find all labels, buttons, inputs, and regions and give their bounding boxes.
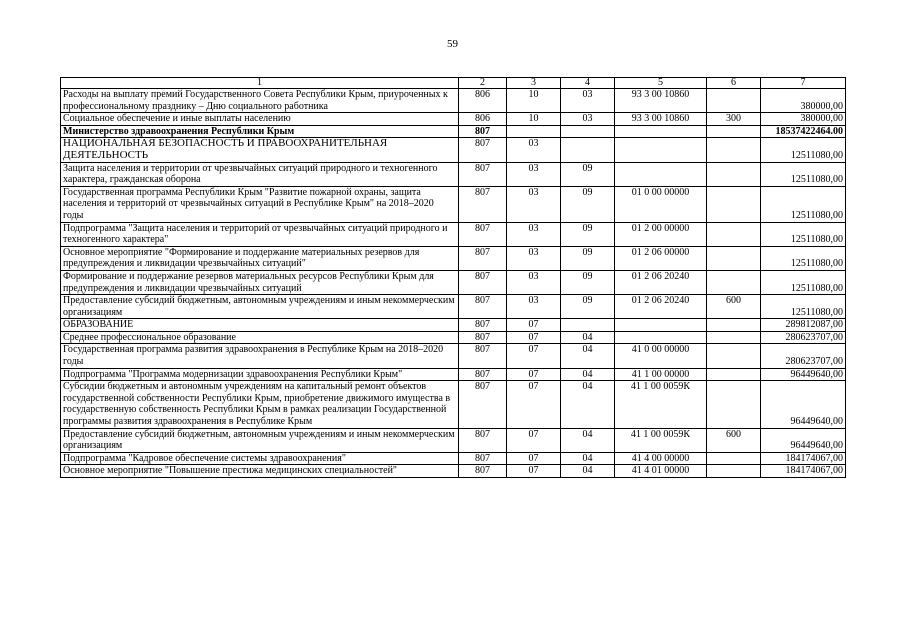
ministry-code-cell: 806: [459, 113, 507, 126]
section-code-cell: 07: [507, 368, 561, 381]
item-name-cell: Министерство здравоохранения Республики Крым: [61, 125, 459, 138]
ministry-code-cell: 807: [459, 428, 507, 452]
amount-cell: 12511080,00: [761, 270, 846, 294]
item-name-cell: Предоставление субсидий бюджетным, автономным учреждениям и иным некоммерческим организациям: [61, 295, 459, 319]
section-code-cell: 07: [507, 319, 561, 332]
table-row: [61, 368, 846, 381]
ministry-code-cell: 807: [459, 331, 507, 344]
table-row: [61, 270, 846, 294]
expense-type-cell: [707, 344, 761, 368]
section-code-cell: 03: [507, 295, 561, 319]
amount-cell: 12511080,00: [761, 295, 846, 319]
subsection-code-cell: 04: [561, 344, 615, 368]
section-code-cell: 07: [507, 344, 561, 368]
expense-type-cell: [707, 465, 761, 478]
item-name-cell: Социальное обеспечение и иные выплаты населению: [61, 113, 459, 126]
subsection-code-cell: 04: [561, 331, 615, 344]
expense-type-cell: [707, 368, 761, 381]
table-row: [61, 89, 846, 113]
subsection-code-cell: 04: [561, 465, 615, 478]
header-cell: 3: [507, 78, 561, 89]
ministry-code-cell: 807: [459, 246, 507, 270]
amount-cell: 12511080,00: [761, 162, 846, 186]
ministry-code-cell: 807: [459, 295, 507, 319]
header-cell: 6: [707, 78, 761, 89]
subsection-code-cell: 04: [561, 452, 615, 465]
item-name-cell: Государственная программа развития здравоохранения в Республике Крым на 2018–2020 годы: [61, 344, 459, 368]
target-article-cell: 01 2 06 20240: [615, 295, 707, 319]
expense-type-cell: [707, 246, 761, 270]
subsection-code-cell: 04: [561, 428, 615, 452]
subsection-code-cell: 09: [561, 222, 615, 246]
table-row: [61, 222, 846, 246]
amount-cell: 96449640,00: [761, 368, 846, 381]
amount-cell: 380000,00: [761, 89, 846, 113]
table-row: [61, 465, 846, 478]
target-article-cell: 01 2 00 00000: [615, 222, 707, 246]
expense-type-cell: [707, 222, 761, 246]
section-code-cell: 07: [507, 428, 561, 452]
table-row: [61, 344, 846, 368]
section-code-cell: 03: [507, 222, 561, 246]
subsection-code-cell: 03: [561, 89, 615, 113]
ministry-code-cell: 807: [459, 319, 507, 332]
section-code-cell: 07: [507, 465, 561, 478]
expense-type-cell: 600: [707, 428, 761, 452]
item-name-cell: ОБРАЗОВАНИЕ: [61, 319, 459, 332]
ministry-code-cell: 807: [459, 222, 507, 246]
target-article-cell: 41 0 00 00000: [615, 344, 707, 368]
amount-cell: 96449640,00: [761, 428, 846, 452]
subsection-code-cell: 09: [561, 186, 615, 222]
subsection-code-cell: 09: [561, 246, 615, 270]
amount-cell: 280623707,00: [761, 331, 846, 344]
target-article-cell: [615, 319, 707, 332]
item-name-cell: Основное мероприятие "Формирование и поддержание материальных резервов для предупреждения и ликвидации чрезвычайных ситуаций": [61, 246, 459, 270]
header-cell: 1: [61, 78, 459, 89]
item-name-cell: Среднее профессиональное образование: [61, 331, 459, 344]
section-code-cell: 07: [507, 381, 561, 428]
expense-type-cell: [707, 186, 761, 222]
item-name-cell: Государственная программа Республики Крым "Развитие пожарной охраны, защита населения и территорий от чрезвычайных ситуаций в Республике Крым" на 2018–2020 годы: [61, 186, 459, 222]
ministry-code-cell: 807: [459, 162, 507, 186]
item-name-cell: Предоставление субсидий бюджетным, автономным учреждениям и иным некоммерческим организациям: [61, 428, 459, 452]
table-row: [61, 113, 846, 126]
section-code-cell: [507, 125, 561, 138]
target-article-cell: 01 2 06 00000: [615, 246, 707, 270]
amount-cell: 289812087,00: [761, 319, 846, 332]
subsection-code-cell: 04: [561, 368, 615, 381]
header-cell: 5: [615, 78, 707, 89]
ministry-code-cell: 807: [459, 452, 507, 465]
amount-cell: 18537422464.00: [761, 125, 846, 138]
section-code-cell: 03: [507, 138, 561, 162]
expense-type-cell: [707, 270, 761, 294]
subsection-code-cell: 09: [561, 162, 615, 186]
item-name-cell: Защита населения и территории от чрезвычайных ситуаций природного и техногенного характера, гражданская оборона: [61, 162, 459, 186]
expense-type-cell: 600: [707, 295, 761, 319]
header-cell: 4: [561, 78, 615, 89]
item-name-cell: Подпрограмма "Кадровое обеспечение системы здравоохранения": [61, 452, 459, 465]
expense-type-cell: [707, 381, 761, 428]
amount-cell: 280623707,00: [761, 344, 846, 368]
ministry-code-cell: 807: [459, 344, 507, 368]
target-article-cell: 41 1 00 0059К: [615, 428, 707, 452]
expense-type-cell: [707, 319, 761, 332]
amount-cell: 12511080,00: [761, 186, 846, 222]
amount-cell: 184174067,00: [761, 465, 846, 478]
ministry-code-cell: 807: [459, 465, 507, 478]
item-name-cell: Формирование и поддержание резервов материальных ресурсов Республики Крым для предупреждения и ликвидации чрезвычайных ситуаций: [61, 270, 459, 294]
subsection-code-cell: [561, 319, 615, 332]
ministry-code-cell: 806: [459, 89, 507, 113]
target-article-cell: [615, 331, 707, 344]
expense-type-cell: [707, 138, 761, 162]
table-row: [61, 162, 846, 186]
section-code-cell: 07: [507, 331, 561, 344]
ministry-code-cell: 807: [459, 368, 507, 381]
target-article-cell: 01 0 00 00000: [615, 186, 707, 222]
amount-cell: 380000,00: [761, 113, 846, 126]
table-row: [61, 428, 846, 452]
header-cell: 2: [459, 78, 507, 89]
ministry-code-cell: 807: [459, 270, 507, 294]
expense-type-cell: 300: [707, 113, 761, 126]
table-row: [61, 295, 846, 319]
section-code-cell: 03: [507, 270, 561, 294]
ministry-code-cell: 807: [459, 186, 507, 222]
section-code-cell: 03: [507, 186, 561, 222]
expense-type-cell: [707, 331, 761, 344]
item-name-cell: Подпрограмма "Программа модернизации здравоохранения Республики Крым": [61, 368, 459, 381]
amount-cell: 184174067,00: [761, 452, 846, 465]
expense-type-cell: [707, 89, 761, 113]
table-row: [61, 125, 846, 138]
item-name-cell: НАЦИОНАЛЬНАЯ БЕЗОПАСНОСТЬ И ПРАВООХРАНИТЕЛЬНАЯ ДЕЯТЕЛЬНОСТЬ: [61, 138, 459, 162]
expense-type-cell: [707, 452, 761, 465]
subsection-code-cell: 09: [561, 295, 615, 319]
target-article-cell: 41 1 00 00000: [615, 368, 707, 381]
amount-cell: 12511080,00: [761, 222, 846, 246]
subsection-code-cell: [561, 125, 615, 138]
item-name-cell: Расходы на выплату премий Государственного Совета Республики Крым, приуроченных к профессиональному празднику – Дню социального работника: [61, 89, 459, 113]
table-row: [61, 246, 846, 270]
table-row: [61, 186, 846, 222]
table-row: [61, 452, 846, 465]
expense-type-cell: [707, 162, 761, 186]
table-row: [61, 138, 846, 162]
target-article-cell: 93 3 00 10860: [615, 113, 707, 126]
table-row: [61, 381, 846, 428]
target-article-cell: [615, 162, 707, 186]
target-article-cell: 01 2 06 20240: [615, 270, 707, 294]
section-code-cell: 03: [507, 162, 561, 186]
amount-cell: 12511080,00: [761, 138, 846, 162]
subsection-code-cell: 04: [561, 381, 615, 428]
target-article-cell: 41 4 00 00000: [615, 452, 707, 465]
target-article-cell: 41 4 01 00000: [615, 465, 707, 478]
section-code-cell: 03: [507, 246, 561, 270]
amount-cell: 96449640,00: [761, 381, 846, 428]
amount-cell: 12511080,00: [761, 246, 846, 270]
expense-type-cell: [707, 125, 761, 138]
ministry-code-cell: 807: [459, 125, 507, 138]
target-article-cell: 41 1 00 0059К: [615, 381, 707, 428]
section-code-cell: 10: [507, 113, 561, 126]
section-code-cell: 07: [507, 452, 561, 465]
subsection-code-cell: [561, 138, 615, 162]
page-number: 59: [447, 38, 458, 50]
subsection-code-cell: 09: [561, 270, 615, 294]
table-header-row: [61, 78, 846, 89]
table-row: [61, 331, 846, 344]
item-name-cell: Подпрограмма "Защита населения и территорий от чрезвычайных ситуаций природного и техногенного характера": [61, 222, 459, 246]
target-article-cell: [615, 125, 707, 138]
subsection-code-cell: 03: [561, 113, 615, 126]
target-article-cell: 93 3 00 10860: [615, 89, 707, 113]
item-name-cell: Основное мероприятие "Повышение престижа медицинских специальностей": [61, 465, 459, 478]
ministry-code-cell: 807: [459, 138, 507, 162]
budget-table: [60, 77, 846, 478]
ministry-code-cell: 807: [459, 381, 507, 428]
section-code-cell: 10: [507, 89, 561, 113]
target-article-cell: [615, 138, 707, 162]
table-row: [61, 319, 846, 332]
item-name-cell: Субсидии бюджетным и автономным учреждениям на капитальный ремонт объектов государственной собственности Республики Крым, приобретение движимого имущества в государственную собственность Республики Крым в рамках реализации Государственной программы развития здравоохранения в Республике Крым: [61, 381, 459, 428]
header-cell: 7: [761, 78, 846, 89]
